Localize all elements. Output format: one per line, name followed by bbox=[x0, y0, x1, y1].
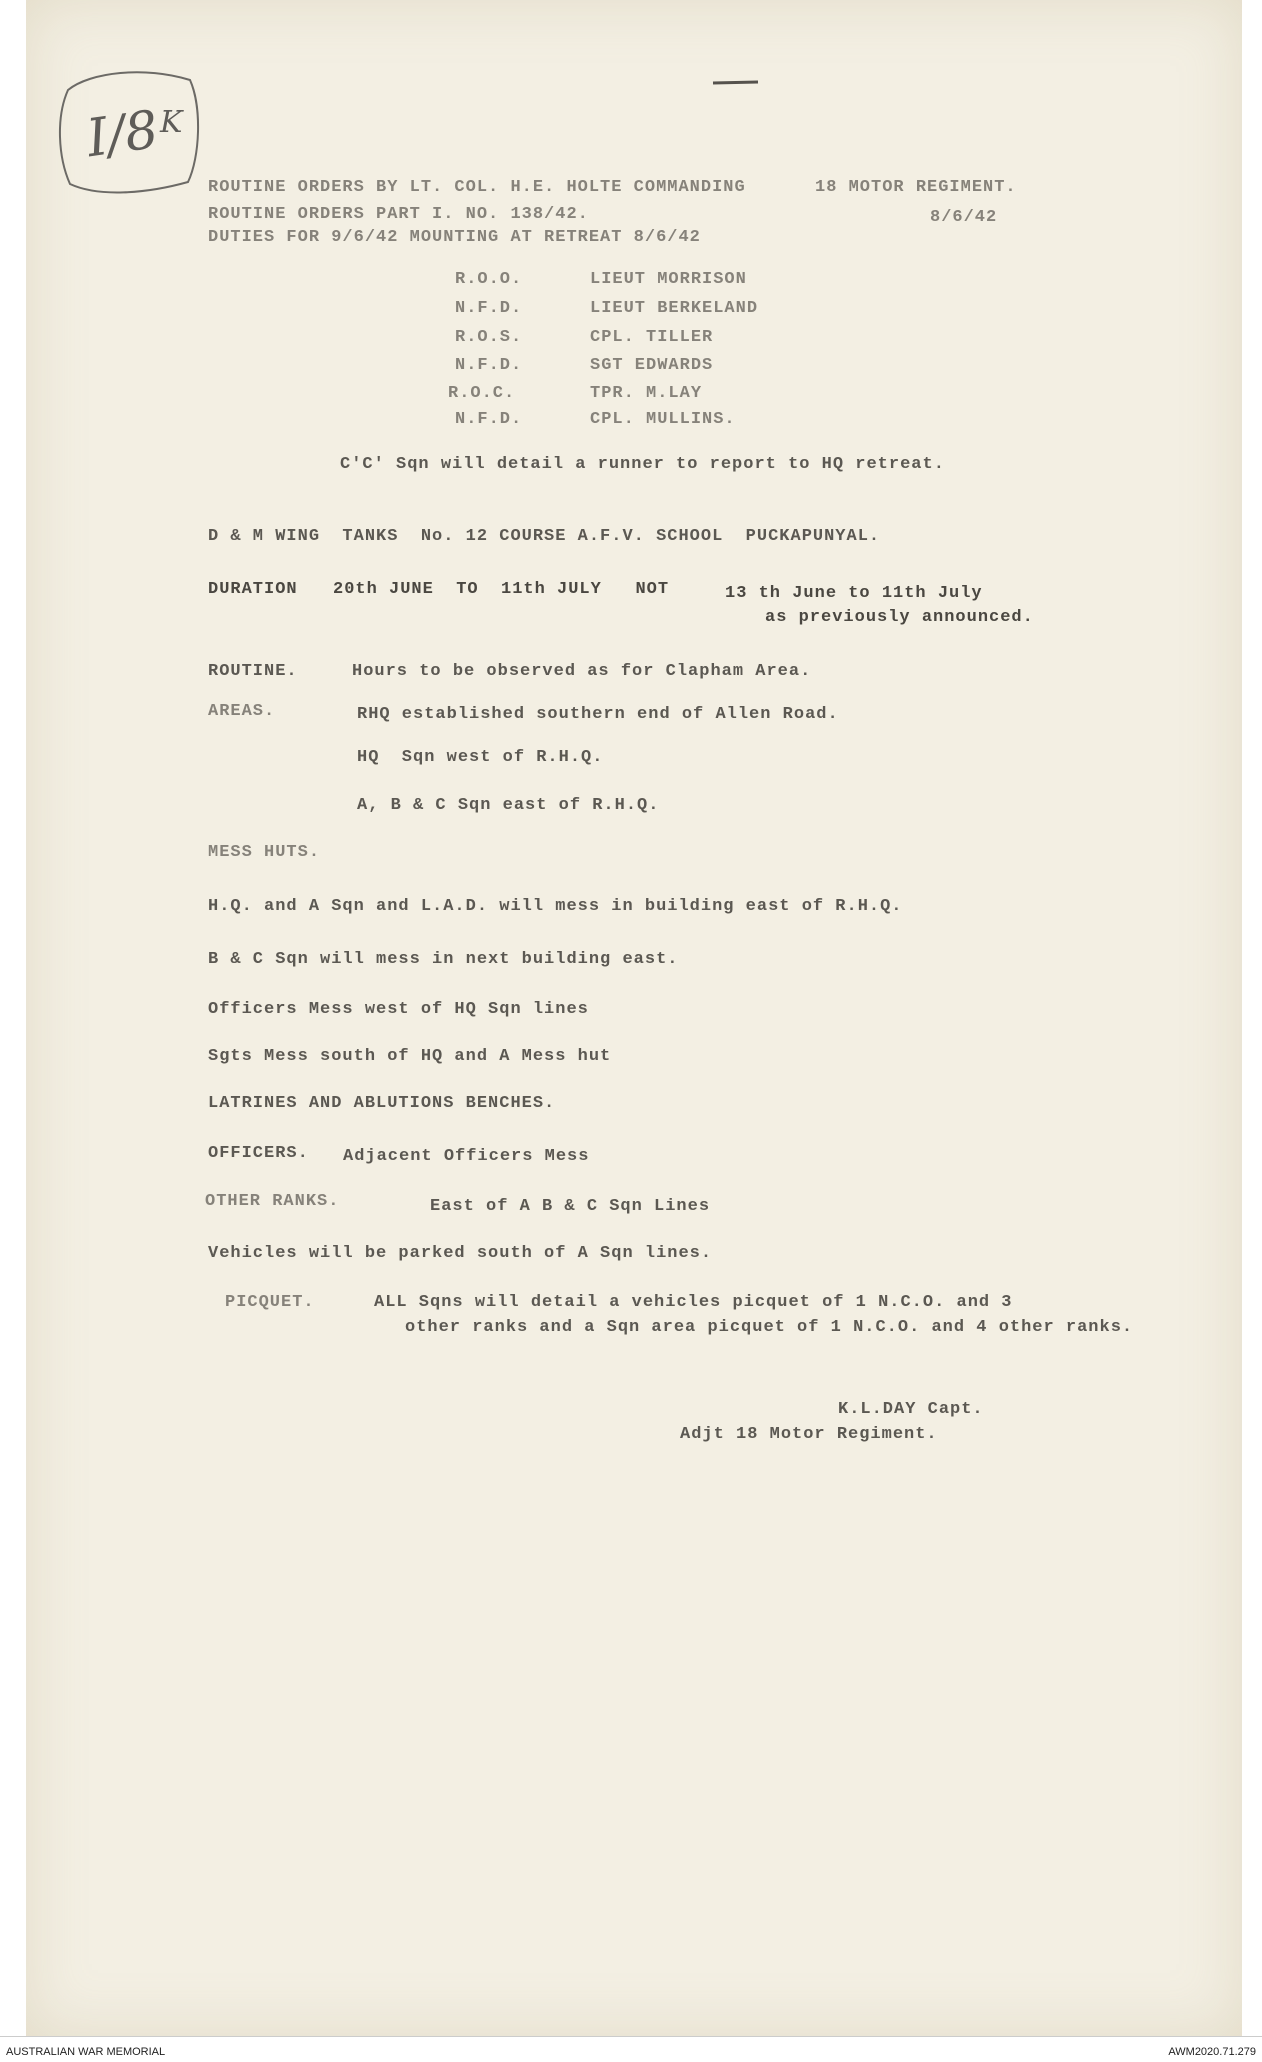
duty-name: SGT EDWARDS bbox=[590, 356, 714, 375]
routine-text: Hours to be observed as for Clapham Area. bbox=[352, 662, 812, 681]
archive-name: AUSTRALIAN WAR MEMORIAL bbox=[6, 2046, 166, 2058]
duty-name: LIEUT BERKELAND bbox=[590, 299, 759, 318]
duty-role: R.O.S. bbox=[455, 328, 523, 347]
signature-title: Adjt 18 Motor Regiment. bbox=[680, 1425, 938, 1444]
areas-line: RHQ established southern end of Allen Road. bbox=[357, 705, 839, 724]
ink-mark bbox=[708, 78, 768, 88]
mess-line: Sgts Mess south of HQ and A Mess hut bbox=[208, 1047, 612, 1066]
duty-role: N.F.D. bbox=[455, 356, 523, 375]
duty-name: TPR. M.LAY bbox=[590, 384, 703, 403]
duration-note-cont: as previously announced. bbox=[765, 608, 1034, 627]
areas-line: HQ Sqn west of R.H.Q. bbox=[357, 748, 604, 767]
picquet-line-cont: other ranks and a Sqn area picquet of 1 N.C.O. and 4 other ranks. bbox=[405, 1318, 1134, 1337]
signature-name: K.L.DAY Capt. bbox=[838, 1400, 984, 1419]
mess-line: Officers Mess west of HQ Sqn lines bbox=[208, 1000, 589, 1019]
header-line-2: ROUTINE ORDERS PART I. NO. 138/42. bbox=[208, 205, 589, 224]
archive-footer bbox=[0, 2036, 1262, 2062]
mess-line: B & C Sqn will mess in next building east. bbox=[208, 950, 679, 969]
duration-label: DURATION bbox=[208, 580, 298, 599]
duty-role: R.O.C. bbox=[448, 384, 516, 403]
header-date: 8/6/42 bbox=[930, 208, 998, 227]
svg-text:K: K bbox=[160, 105, 183, 140]
duration-note: 13 th June to 11th July bbox=[725, 584, 983, 603]
duty-role: N.F.D. bbox=[455, 410, 523, 429]
archive-reference: AWM2020.71.279 bbox=[1168, 2046, 1256, 2058]
header-line-3: DUTIES FOR 9/6/42 MOUNTING AT RETREAT 8/6/42 bbox=[208, 228, 701, 247]
officers-text: Adjacent Officers Mess bbox=[343, 1147, 590, 1166]
header-unit: 18 MOTOR REGIMENT. bbox=[815, 178, 1017, 197]
areas-line: A, B & C Sqn east of R.H.Q. bbox=[357, 796, 660, 815]
duty-name: CPL. TILLER bbox=[590, 328, 714, 347]
wing-title: D & M WING TANKS No. 12 COURSE A.F.V. SCHOOL PUCKAPUNYAL. bbox=[208, 527, 881, 546]
mess-label: MESS HUTS. bbox=[208, 843, 321, 862]
officers-label: OFFICERS. bbox=[208, 1144, 309, 1163]
picquet-label: PICQUET. bbox=[225, 1293, 315, 1312]
svg-text:I/8: I/8 bbox=[83, 99, 162, 170]
routine-label: ROUTINE. bbox=[208, 662, 298, 681]
mess-line: H.Q. and A Sqn and L.A.D. will mess in building east of R.H.Q. bbox=[208, 897, 903, 916]
duty-role: R.O.O. bbox=[455, 270, 523, 289]
other-ranks-text: East of A B & C Sqn Lines bbox=[430, 1197, 711, 1216]
other-ranks-label: OTHER RANKS. bbox=[205, 1192, 340, 1211]
header-line-1: ROUTINE ORDERS BY LT. COL. H.E. HOLTE COMMANDING bbox=[208, 178, 746, 197]
duty-role: N.F.D. bbox=[455, 299, 523, 318]
picquet-line: ALL Sqns will detail a vehicles picquet of 1 N.C.O. and 3 bbox=[374, 1293, 1013, 1312]
areas-label: AREAS. bbox=[208, 702, 276, 721]
duty-name: CPL. MULLINS. bbox=[590, 410, 736, 429]
duration-dates: 20th JUNE TO 11th JULY NOT bbox=[333, 580, 670, 599]
runner-note: C'C' Sqn will detail a runner to report to HQ retreat. bbox=[340, 455, 945, 474]
handwritten-annotation bbox=[50, 62, 210, 202]
latrines-label: LATRINES AND ABLUTIONS BENCHES. bbox=[208, 1094, 556, 1113]
vehicles-note: Vehicles will be parked south of A Sqn lines. bbox=[208, 1244, 713, 1263]
duty-name: LIEUT MORRISON bbox=[590, 270, 747, 289]
